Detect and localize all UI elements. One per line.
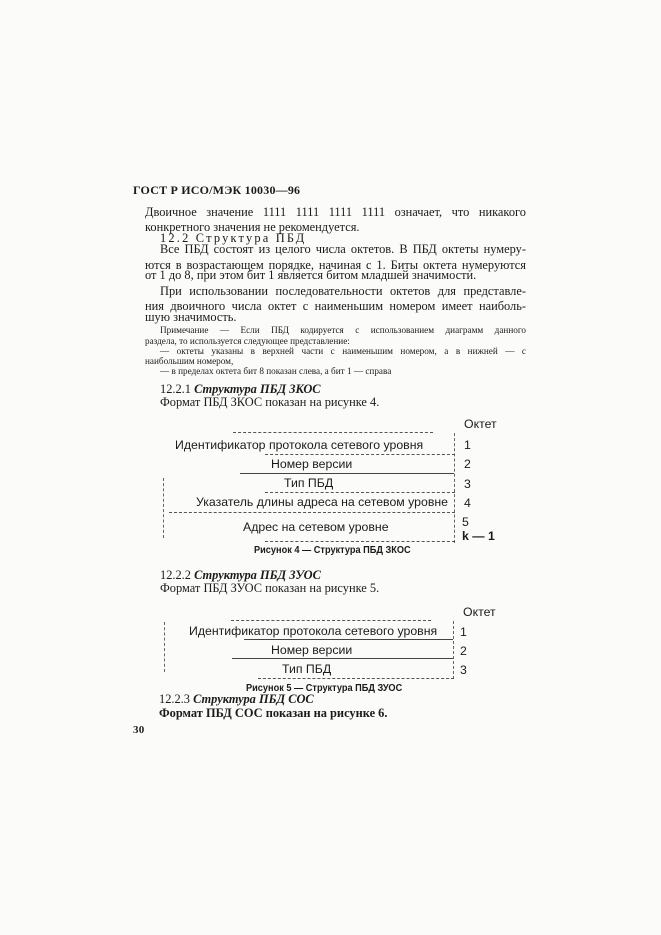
figure-left-border [163, 478, 164, 538]
figure-caption: Рисунок 5 — Структура ПБД ЗУОС [246, 683, 403, 694]
paragraph-line: шую значимость. [145, 310, 237, 324]
page-number: 30 [133, 724, 145, 736]
octet-column-header: Октет [463, 605, 496, 619]
pdu-field-label: Идентификатор протокола сетевого уровня [175, 438, 424, 452]
subsection-title: Структура ПБД ЗУОС [194, 568, 321, 582]
row-divider [265, 454, 455, 455]
octet-column-header: Октет [464, 417, 497, 431]
note-line: — в пределах октета бит 8 показан слева, а бит 1 — справа [160, 366, 392, 376]
figure-intro: Формат ПБД СОС показан на рисунке 6. [159, 706, 388, 720]
octet-number: 1 [460, 625, 467, 639]
figure-right-border [453, 621, 454, 679]
subsection-number: 12.2.1 [160, 382, 191, 396]
figure-top-border [231, 620, 431, 621]
subsection-number: 12.2.2 [160, 568, 191, 582]
standard-header: ГОСТ Р ИСО/МЭК 10030—96 [133, 183, 301, 197]
paragraph-line: При использовании последовательности октетов для представле- [160, 284, 526, 298]
row-divider [240, 473, 454, 474]
row-divider [265, 492, 455, 493]
octet-number: 2 [460, 644, 467, 658]
octet-number: 1 [464, 438, 471, 452]
pdu-field-label: Указатель длины адреса на сетевом уровне [196, 495, 449, 509]
pdu-field-label: Номер версии [271, 457, 353, 471]
note-line: наибольшим номером, [145, 356, 234, 366]
pdu-field-label: Идентификатор протокола сетевого уровня [189, 624, 438, 638]
figure-bottom-border [258, 678, 454, 679]
body-line: конкретного значения не рекомендуется. [145, 220, 360, 234]
figure-left-border [164, 622, 165, 672]
octet-number: 3 [464, 477, 471, 491]
row-divider [244, 639, 453, 640]
pdu-field-label: Тип ПБД [282, 662, 332, 676]
subsection-title: Структура ПБД СОС [193, 692, 314, 706]
section-heading: 12.2 Структура ПБД [160, 231, 307, 245]
figure-bottom-border [265, 541, 455, 542]
figure-intro: Формат ПБД ЗУОС показан на рисунке 5. [160, 581, 380, 595]
paragraph-line: Все ПБД состоят из целого числа октетов. В ПБД октеты нумеру- [160, 242, 526, 256]
row-divider [232, 658, 453, 659]
row-divider [169, 512, 455, 513]
figure-top-border [233, 432, 433, 433]
figure-intro: Формат ПБД ЗКОС показан на рисунке 4. [160, 395, 380, 409]
note-line: — октеты указаны в верхней части с наименьшим номером, а в нижней — с [160, 346, 526, 356]
octet-number: 4 [464, 496, 471, 510]
pdu-field-label: Адрес на сетевом уровне [243, 520, 389, 534]
paragraph-line: ния двоичного числа октет с наименьшим номером имеет наиболь- [145, 299, 526, 313]
figure-right-border [454, 433, 455, 543]
subsection-title: Структура ПБД ЗКОС [194, 382, 321, 396]
octet-number: 3 [460, 663, 467, 677]
note-line: Примечание — Если ПБД кодируется с использованием диаграмм данного [160, 325, 526, 335]
figure-caption: Рисунок 4 — Структура ПБД ЗКОС [254, 545, 411, 556]
paragraph-line: от 1 до 8, при этом бит 1 является битом младшей значимости. [145, 268, 477, 282]
pdu-field-label: Тип ПБД [284, 476, 334, 490]
octet-number: 2 [464, 457, 471, 471]
pdu-field-label: Номер версии [271, 643, 353, 657]
octet-number: 5 [462, 515, 469, 529]
note-line: раздела, то используется следующее представление: [145, 336, 350, 346]
subsection-number: 12.2.3 [159, 692, 190, 706]
body-line: Двоичное значение 1111 1111 1111 1111 означает, что никакого [145, 205, 526, 219]
paragraph-line: ются в возрастающем порядке, начиная с 1. Биты октета нумеруются [145, 258, 526, 272]
octet-number: k — 1 [462, 529, 495, 543]
